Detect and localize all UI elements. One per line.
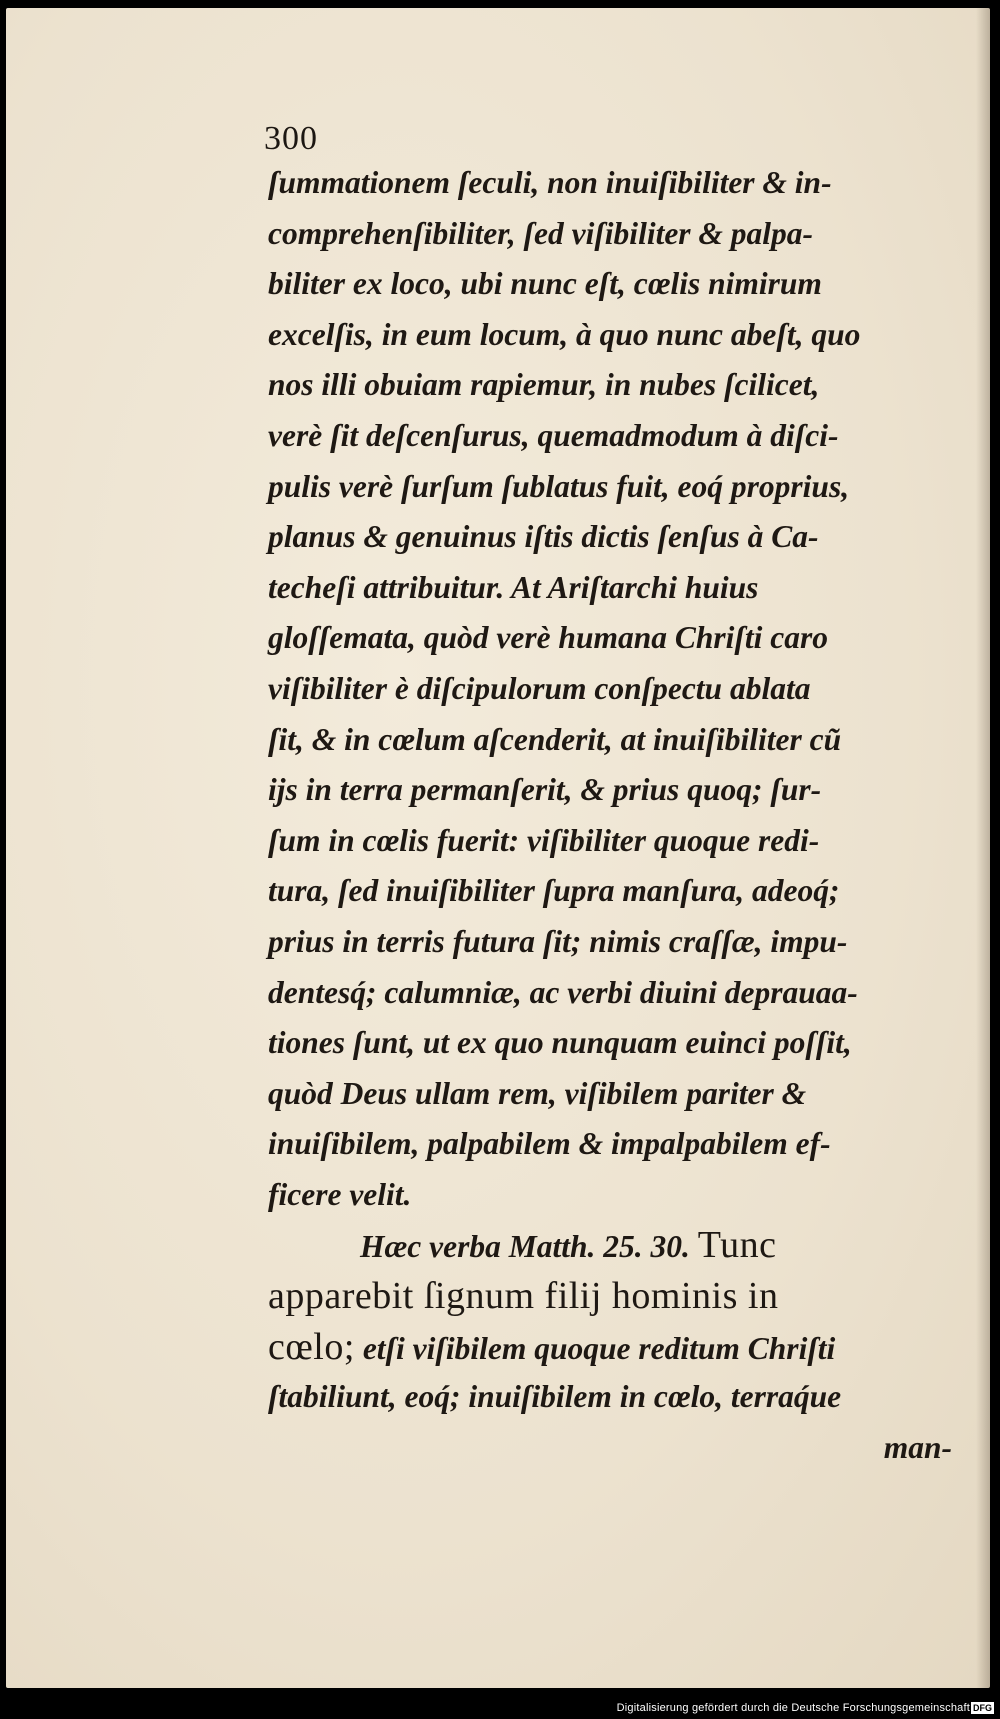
- text-line: tiones ſunt, ut ex quo nunquam euinci poſſit,: [268, 1025, 852, 1061]
- italic-text: Hæc verba Matth. 25. 30.: [360, 1229, 690, 1265]
- text-line: ficere velit.: [268, 1176, 412, 1212]
- text-line: quòd Deus ullam rem, viſibilem pariter &: [268, 1075, 807, 1111]
- roman-text: cœlo;: [268, 1325, 355, 1368]
- catchword: man-: [883, 1429, 952, 1465]
- text-line: nos illi obuiam rapiemur, in nubes ſcilicet,: [268, 367, 820, 403]
- text-line: [268, 1271, 958, 1322]
- text-line: comprehenſibiliter, ſed viſibiliter & palpa-: [268, 215, 814, 251]
- text-line: dentesq́; calumniæ, ac verbi diuini deprauaa-: [268, 974, 858, 1010]
- text-line: [268, 1372, 958, 1423]
- text-line: ijs in terra permanſerit, & prius quoq; ſur-: [268, 772, 822, 808]
- page-edge-shadow: [976, 8, 990, 1688]
- text-line: techeſi attribuitur. At Ariſtarchi huius: [268, 569, 759, 605]
- roman-text: Tunc: [697, 1224, 777, 1267]
- italic-text: ſtabiliunt, eoq́; inuiſibilem in cœlo, terraq́ue: [268, 1379, 842, 1415]
- digitization-footer: [0, 1693, 1000, 1719]
- page-number: 300: [264, 120, 318, 157]
- text-line: biliter ex loco, ubi nunc eſt, cœlis nimirum: [268, 266, 822, 302]
- roman-text: apparebit ſignum filij hominis in: [268, 1275, 779, 1318]
- text-line: ſum in cœlis fuerit: viſibiliter quoque redi-: [268, 822, 820, 858]
- text-line: tura, ſed inuiſibiliter ſupra manſura, adeoq́;: [268, 873, 840, 909]
- text-line: excelſis, in eum locum, à quo nunc abeſt, quo: [268, 316, 861, 352]
- text-line: gloſſemata, quòd verè humana Chriſti caro: [268, 620, 829, 656]
- text-line: inuiſibilem, palpabilem & impalpabilem ef-: [268, 1126, 831, 1162]
- text-line: pulis verè ſurſum ſublatus fuit, eoq́ proprius,: [268, 468, 850, 504]
- text-line: viſibiliter è diſcipulorum conſpectu ablata: [268, 670, 811, 706]
- text-line: planus & genuinus iſtis dictis ſenſus à Ca-: [268, 519, 819, 555]
- text-line: [268, 1322, 958, 1373]
- body-text: [268, 158, 958, 1473]
- paragraph-start-line: [268, 1220, 958, 1271]
- text-line: verè ſit deſcenſurus, quemadmodum à diſci-: [268, 417, 839, 453]
- book-page: [6, 8, 990, 1688]
- italic-text: etſi viſibilem quoque reditum Chriſti: [362, 1330, 836, 1366]
- text-line: ſit, & in cœlum aſcenderit, at inuiſibiliter cũ: [268, 721, 842, 757]
- funding-credit: Digitalisierung gefördert durch die Deutsche Forschungsgemeinschaft: [616, 1702, 970, 1714]
- text-line: ſummationem ſeculi, non inuiſibiliter & in-: [268, 165, 832, 200]
- text-line: prius in terris futura ſit; nimis craſſæ, impu-: [268, 923, 848, 959]
- dfg-logo: DFG: [973, 1703, 992, 1713]
